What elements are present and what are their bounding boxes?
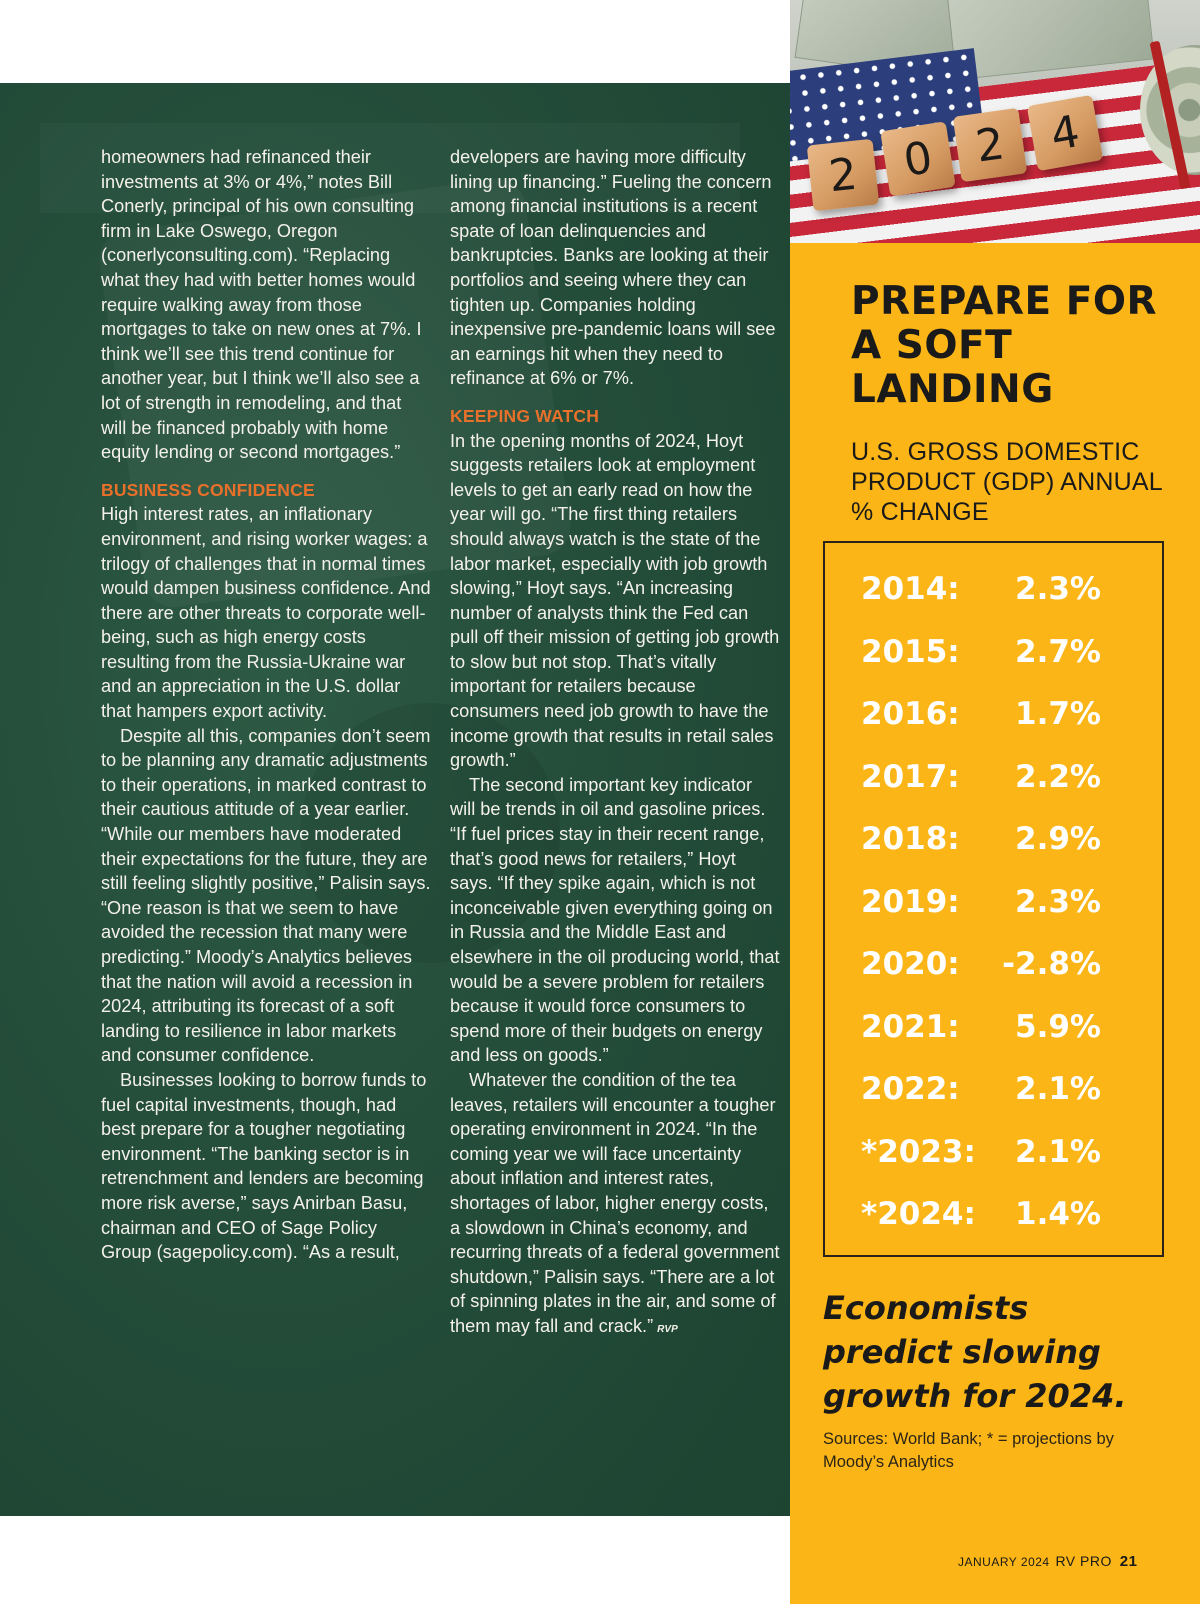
footer-date: JANUARY 2024 [958,1555,1050,1569]
wooden-cube-digit: 4 [1027,95,1103,171]
gdp-row [861,946,1101,990]
gdp-year: 2020: [861,946,960,982]
article-paragraph: The second important key indicator will be trends in oil and gasoline prices. “If fuel prices stay in their recent range, that’s good news for retailers,” Hoyt says. “If they spike again, which is not inconceivable given everything going on in Russia and the Middle East and elsewhere in the oil producing world, that would be a severe problem for retailers because it would force consumers to spend more of their budgets on energy and less on goods.” [450,774,780,1066]
gdp-year: 2014: [861,571,960,607]
gdp-value: 2.9% [1015,821,1101,857]
section-subheading: KEEPING WATCH [450,405,600,426]
article-column-right [450,145,780,1343]
gdp-value: 2.1% [1015,1133,1101,1170]
gdp-value: 2.2% [1015,758,1101,795]
gdp-year: 2016: [861,696,960,732]
gdp-row [861,884,1101,928]
gdp-row [861,821,1101,865]
wooden-cube-digit: 0 [880,121,956,197]
article-paragraph [450,1068,780,1343]
gdp-year: 2015: [861,633,960,670]
gdp-value: 1.7% [1015,696,1101,732]
article-paragraph: Businesses looking to borrow funds to fuel capital investments, though, had best prepare for a tougher negotiating environment. “The banking sector is in retrenchment and lenders are becoming more risk averse,” says Anirban Basu, chairman and CEO of Sage Policy Group (sagepolicy.com). “As a result, [101,1069,427,1263]
gdp-year: *2024: [861,1196,976,1232]
article-paragraph: homeowners had refinanced their investments at 3% or 4%,” notes Bill Conerly, principal of his own consulting firm in Lake Oswego, Oregon (conerlyconsulting.com). “Replacing what they had with better homes would require walking away from those mortgages to take on new ones at 7%. I think we’ll see this trend continue for another year, but I think we’ll also see a lot of strength in remodeling, and that will be financed probably with home equity lending or second mortgages.” [101,147,422,463]
sidebar-caption: Economists predict slowing growth for 2024. [823,1289,1127,1415]
gdp-data-box [823,541,1164,1257]
gdp-row [861,1196,1101,1240]
end-mark: RVP [657,1323,678,1335]
article-column-left [101,145,431,1265]
gdp-year: 2019: [861,883,960,920]
footer-magazine: RV PRO [1055,1553,1112,1569]
gdp-row [861,634,1101,678]
gdp-value: 1.4% [1015,1196,1101,1232]
sidebar-heading: PREPARE FOR A SOFT LANDING [851,279,1158,412]
sources-note: Sources: World Bank; * = projections by Moody’s Analytics [823,1430,1114,1471]
gdp-year: 2017: [861,758,960,795]
gdp-value: 2.3% [1015,883,1101,920]
gdp-row [861,1071,1101,1115]
page-number: 21 [1119,1553,1138,1570]
gdp-value: 2.7% [1015,633,1101,670]
article-paragraph: developers are having more difficulty lining up financing.” Fueling the concern among financial institutions is a recent spate of loan delinquencies and bankruptcies. Banks are looking at their portfolios and seeing where they can tighten up. Companies holding inexpensive pre-pandemic loans will see an earnings hit when they need to refinance at 6% or 7%. [450,147,776,389]
gdp-row [861,571,1101,615]
gdp-value: 2.1% [1015,1071,1101,1107]
page-footer [958,1553,1137,1570]
gdp-row [861,1134,1101,1178]
section-subheading: BUSINESS CONFIDENCE [101,479,315,500]
gdp-value: -2.8% [1002,946,1101,982]
article-paragraph: High interest rates, an inflationary environment, and rising worker wages: a trilogy of challenges that in normal times would dampen business confidence. And there are other threats to corporate well-being, such as high energy costs resulting from the Russia-Ukraine war and an appreciation in the U.S. dollar that hampers export activity. [101,504,431,722]
article-paragraph: In the opening months of 2024, Hoyt suggests retailers look at employment levels to get an early read on how the year will go. “The first thing retailers should always watch is the state of the labor market, especially with job growth slowing,” Hoyt says. “An increasing number of analysts think the Fed can pull off their mission of getting job growth to slow but not stop. That’s vitally important for retailers because consumers need job growth to have the income growth that results in retail sales growth.” [450,430,780,771]
article-paragraph: Despite all this, companies don’t seem to be planning any dramatic adjustments to their operations, in marked contrast to their cautious attitude of a year earlier. “While our members have moderated their expectations for the future, they are still feeling slightly positive,” Palisin says. “One reason is that we seem to have avoided the recession that many were predicting.” Moody’s Analytics believes that the nation will avoid a recession in 2024, attributing its forecast of a soft landing to resilience in labor markets and consumer confidence. [101,725,431,1066]
wooden-cube-digit: 2 [953,108,1028,183]
gdp-year: 2021: [861,1008,960,1045]
gdp-year: *2023: [861,1133,976,1170]
gdp-row [861,696,1101,740]
sidebar-subheading: U.S. GROSS DOMESTIC PRODUCT (GDP) ANNUAL % CHANGE [851,438,1162,526]
gdp-value: 2.3% [1015,571,1101,607]
wooden-cube-digit: 2 [807,139,880,212]
gdp-row [861,1009,1101,1053]
gdp-row [861,759,1101,803]
gdp-value: 5.9% [1015,1008,1101,1045]
gdp-year: 2018: [861,821,960,857]
article-paragraph-text: Whatever the condition of the tea leaves, retailers will encounter a tougher operating environment in 2024. “In the coming year we will face uncertainty about inflation and interest rates, shortages of labor, higher energy costs, a slowdown in China’s economy, and recurring threats of a federal government shutdown,” Palisin says. “There are a lot of spinning plates in the air, and some of them may fall and crack.” [450,1069,780,1336]
gdp-year: 2022: [861,1071,960,1107]
